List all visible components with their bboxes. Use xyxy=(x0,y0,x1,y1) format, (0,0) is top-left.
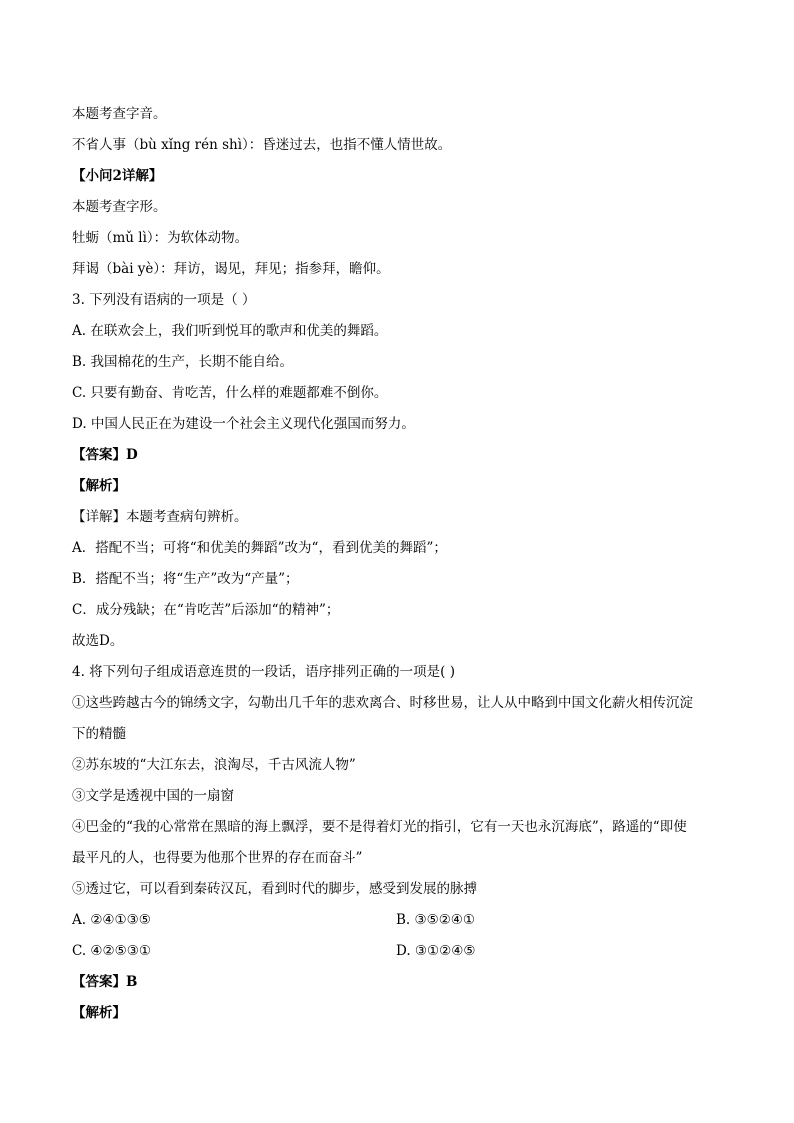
question-4-sentence-3: ③文学是透视中国的一扇窗 xyxy=(72,788,234,804)
analysis-line-char-sound: 本题考查字音。 xyxy=(72,106,167,122)
question-4-option-d: D. ③①②④⑤ xyxy=(396,943,476,959)
question-4-analysis-header: 【解析】 xyxy=(72,1005,126,1021)
analysis-line-muli: 牡蛎（mǔ lì）：为软体动物。 xyxy=(72,230,249,246)
question-3-note-a: A．搭配不当；可将“和优美的舞蹈”改为“，看到优美的舞蹈”； xyxy=(72,540,447,556)
question-4-option-b: B. ③⑤②④① xyxy=(396,912,476,928)
question-4-options-row-2 xyxy=(72,936,732,967)
question-4-option-c: C. ④②⑤③① xyxy=(72,943,151,959)
question-3-option-b: B. 我国棉花的生产，长期不能自给。 xyxy=(72,354,294,370)
question-4-options-row-1 xyxy=(72,905,732,936)
question-4-sentence-1b: 下的精髓 xyxy=(72,726,126,742)
question-4-sentence-4a: ④巴金的“我的心常常在黑暗的海上飘浮，要不是得着灯光的指引，它有一天也永沉海底”，路遥的“即使 xyxy=(72,819,687,835)
question-3-answer: 【答案】D xyxy=(72,447,138,463)
question-3-note-c: C．成分残缺；在“肯吃苦”后添加“的精神”； xyxy=(72,602,340,618)
question-4-sentence-4b: 最平凡的人，也得要为他那个世界的存在而奋斗” xyxy=(72,850,363,866)
question-3-analysis-header: 【解析】 xyxy=(72,478,126,494)
question-3-detail: 【详解】本题考查病句辨析。 xyxy=(72,509,248,525)
question-4-sentence-5: ⑤透过它，可以看到秦砖汉瓦，看到时代的脚步，感受到发展的脉搏 xyxy=(72,881,477,897)
question-4-sentence-1a: ①这些跨越古今的锦绣文字，勾勒出几千年的悲欢离合、时移世易，让人从中略到中国文化薪火相传沉淀 xyxy=(72,695,693,711)
question-4-stem: 4. 将下列句子组成语意连贯的一段话，语序排列正确的一项是( ) xyxy=(72,664,455,680)
question-3-stem: 3. 下列没有语病的一项是（ ） xyxy=(72,292,256,308)
document-page xyxy=(72,99,732,1029)
question-3-option-d: D. 中国人民正在为建设一个社会主义现代化强国而努力。 xyxy=(72,416,415,432)
question-4-sentence-2: ②苏东坡的“大江东去，浪淘尽，千古风流人物” xyxy=(72,757,356,773)
subquestion-2-header: 【小问2详解】 xyxy=(72,168,163,184)
analysis-line-char-shape: 本题考查字形。 xyxy=(72,199,167,215)
question-3-conclusion: 故选D。 xyxy=(72,633,124,649)
analysis-line-baiye: 拜谒（bài yè）：拜访，谒见，拜见；指参拜，瞻仰。 xyxy=(72,261,390,277)
question-3-option-c: C. 只要有勤奋、肯吃苦，什么样的难题都难不倒你。 xyxy=(72,385,388,401)
question-3-option-a: A. 在联欢会上，我们听到悦耳的歌声和优美的舞蹈。 xyxy=(72,323,388,339)
question-4-option-a: A. ②④①③⑤ xyxy=(72,912,151,928)
question-3-note-b: B．搭配不当；将“生产”改为“产量”； xyxy=(72,571,299,587)
analysis-line-buxingrenshi: 不省人事（bù xǐng rén shì）：昏迷过去，也指不懂人情世故。 xyxy=(72,137,452,153)
question-4-answer: 【答案】B xyxy=(72,974,138,990)
